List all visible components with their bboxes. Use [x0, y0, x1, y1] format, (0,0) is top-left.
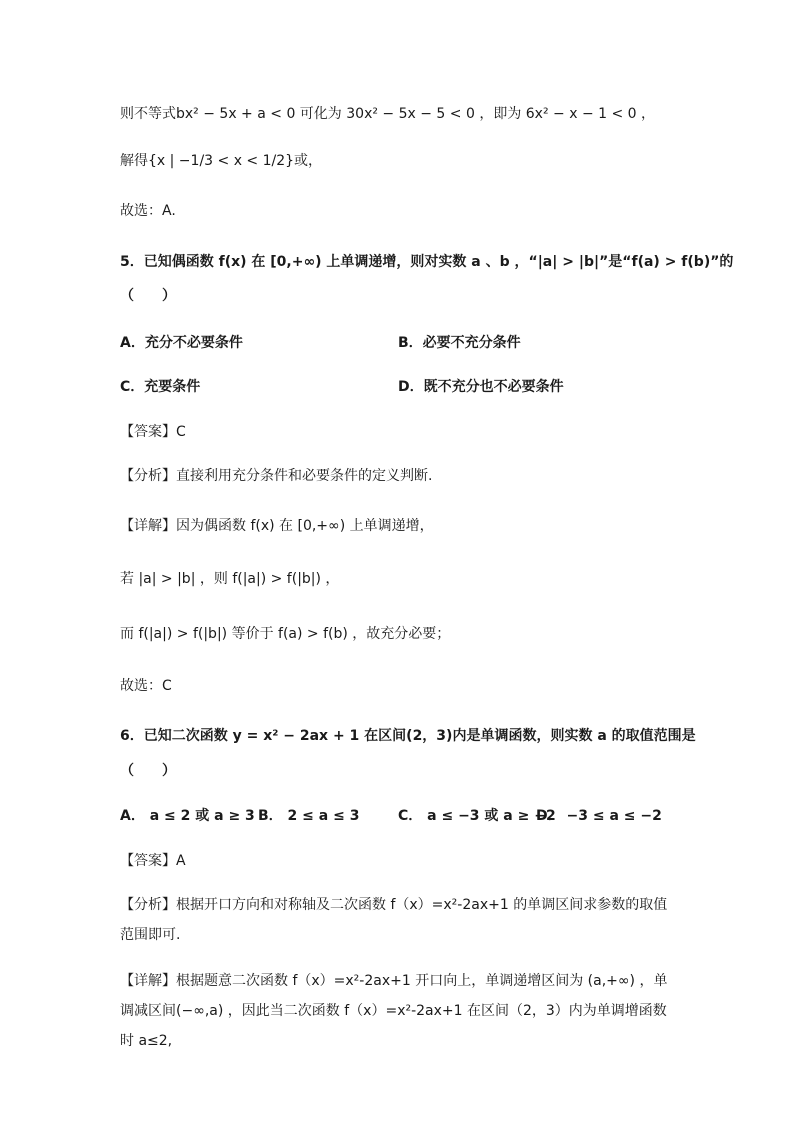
- q5-detail-line-3: 而 f(|a|) > f(|b|) 等价于 f(a) > f(b) ，故充分必要；: [120, 626, 451, 642]
- q6-option-d: D． −3 ≤ a ≤ −2: [536, 808, 662, 824]
- q5-choose: 故选：C: [120, 678, 172, 694]
- q6-detail: 【详解】根据题意二次函数 f（x）=x²-2ax+1 开口向上，单调递增区间为 (a,+∞) ，单调减区间(−∞,a) ，因此当二次函数 f（x）=x²-2ax+1 在区间（2，3）内为单调增函数时 a≤2,: [120, 973, 668, 1049]
- q5-option-b: B．必要不充分条件: [398, 335, 521, 351]
- q5-option-d: D．既不充分也不必要条件: [398, 379, 564, 395]
- q5-paren: （ ）: [120, 288, 176, 304]
- q6-paren: （ ）: [120, 763, 176, 779]
- q5-option-a: A．充分不必要条件: [120, 335, 243, 351]
- q4-solution-line-1: 则不等式bx² − 5x + a < 0 可化为 30x² − 5x − 5 < 0 ，即为 6x² − x − 1 < 0 ，: [120, 106, 656, 122]
- q6-option-b: B． 2 ≤ a ≤ 3: [258, 808, 360, 824]
- q4-solution-line-2: 解得{x | −1/3 < x < 1/2}或，: [120, 153, 323, 169]
- q4-answer-choice: 故选：A.: [120, 203, 176, 219]
- q5-detail-line-1: 【详解】因为偶函数 f(x) 在 [0,+∞) 上单调递增，: [120, 518, 434, 534]
- q5-stem: 5．已知偶函数 f(x) 在 [0,+∞) 上单调递增，则对实数 a 、b ，“|a| > |b|”是“f(a) > f(b)”的: [120, 254, 734, 270]
- q5-answer: 【答案】C: [120, 424, 186, 440]
- q6-option-a: A． a ≤ 2 或 a ≥ 3: [120, 808, 255, 824]
- q6-answer: 【答案】A: [120, 853, 186, 869]
- q6-option-c: C． a ≤ −3 或 a ≥ −2: [398, 808, 556, 824]
- q6-stem: 6．已知二次函数 y = x² − 2ax + 1 在区间(2，3)内是单调函数，则实数 a 的取值范围是: [120, 728, 696, 744]
- q6-analysis: 【分析】根据开口方向和对称轴及二次函数 f（x）=x²-2ax+1 的单调区间求参数的取值范围即可.: [120, 897, 668, 943]
- q5-detail-line-2: 若 |a| > |b| ，则 f(|a|) > f(|b|) ，: [120, 571, 340, 587]
- q5-analysis: 【分析】直接利用充分条件和必要条件的定义判断.: [120, 468, 433, 484]
- q5-option-c: C．充要条件: [120, 379, 201, 395]
